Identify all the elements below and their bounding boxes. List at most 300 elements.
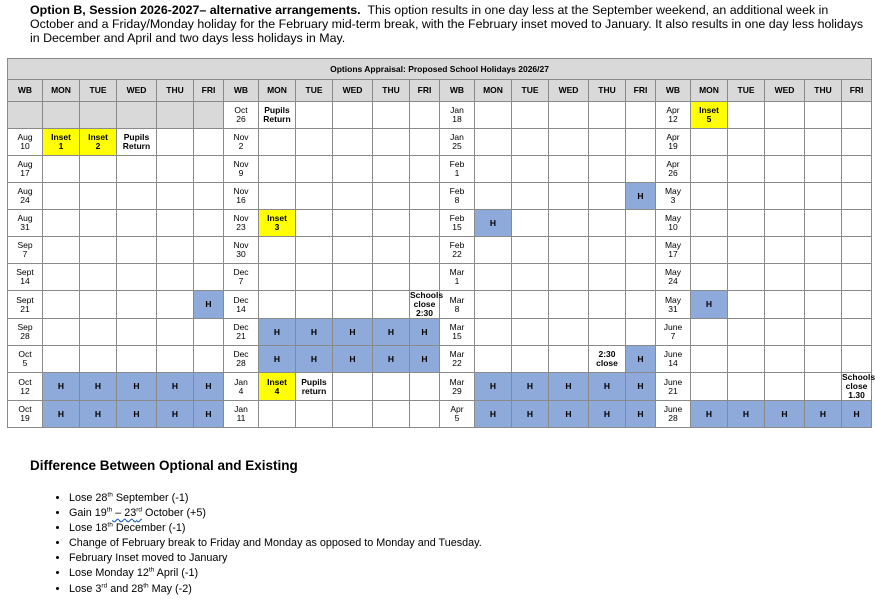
- blank-cell: [43, 102, 80, 129]
- day-cell: [194, 183, 224, 210]
- day-cell: [296, 102, 333, 129]
- day-cell: [157, 129, 194, 156]
- week-beginning-cell: Nov 23: [224, 210, 259, 237]
- holiday-cell: H: [43, 373, 80, 401]
- day-cell: [117, 264, 157, 291]
- holiday-cell: H: [333, 346, 373, 373]
- day-cell: [117, 319, 157, 346]
- day-cell: [333, 237, 373, 264]
- day-cell: [194, 264, 224, 291]
- list-item: [69, 566, 482, 581]
- blank-cell: [157, 102, 194, 129]
- day-cell: [373, 183, 410, 210]
- holiday-calendar-table: [7, 58, 875, 428]
- header-fri: FRI: [194, 80, 224, 102]
- day-cell: [842, 102, 872, 129]
- list-item-text: February Inset moved to January: [69, 552, 228, 565]
- holiday-cell: H: [259, 346, 296, 373]
- day-cell: [842, 319, 872, 346]
- week-beginning-cell: Dec 14: [224, 291, 259, 319]
- day-cell: [117, 237, 157, 264]
- holiday-cell: H: [296, 319, 333, 346]
- holiday-cell: H: [626, 183, 656, 210]
- day-cell: [549, 210, 589, 237]
- day-cell: [43, 264, 80, 291]
- day-cell: [512, 129, 549, 156]
- inset-cell: Inset 1: [43, 129, 80, 156]
- header-mon: MON: [475, 80, 512, 102]
- holiday-cell: H: [43, 401, 80, 428]
- week-beginning-cell: June 14: [656, 346, 691, 373]
- day-cell: [373, 264, 410, 291]
- header-wed: WED: [333, 80, 373, 102]
- day-cell: [80, 183, 117, 210]
- holiday-cell: H: [194, 291, 224, 319]
- table-row: [8, 102, 872, 129]
- list-item-post: September (-1): [112, 492, 189, 504]
- note-cell: Pupils Return: [117, 129, 157, 156]
- day-cell: [296, 156, 333, 183]
- holiday-cell: H: [589, 373, 626, 401]
- day-cell: [194, 156, 224, 183]
- holiday-cell: H: [194, 401, 224, 428]
- list-item: [69, 521, 482, 536]
- day-cell: [333, 210, 373, 237]
- day-cell: [43, 346, 80, 373]
- day-cell: [728, 156, 765, 183]
- day-cell: [691, 210, 728, 237]
- holiday-cell: H: [373, 346, 410, 373]
- week-beginning-cell: Feb 8: [440, 183, 475, 210]
- week-beginning-cell: Jan 18: [440, 102, 475, 129]
- day-cell: [373, 291, 410, 319]
- day-cell: [512, 319, 549, 346]
- list-item-pre: Lose Monday 12: [69, 567, 149, 580]
- day-cell: [117, 156, 157, 183]
- day-cell: [805, 156, 842, 183]
- day-cell: [589, 291, 626, 319]
- day-cell: [549, 129, 589, 156]
- day-cell: [157, 210, 194, 237]
- day-cell: [728, 346, 765, 373]
- day-cell: [626, 102, 656, 129]
- holiday-cell: H: [765, 401, 805, 428]
- day-cell: [589, 237, 626, 264]
- day-cell: [80, 346, 117, 373]
- table-row: [8, 156, 872, 183]
- holiday-cell: H: [333, 319, 373, 346]
- week-beginning-cell: Jan 25: [440, 129, 475, 156]
- day-cell: [259, 129, 296, 156]
- day-cell: [373, 401, 410, 428]
- day-cell: [373, 373, 410, 401]
- header-tue: TUE: [512, 80, 549, 102]
- blank-cell: [80, 102, 117, 129]
- table-row: [8, 346, 872, 373]
- week-beginning-cell: Sep 28: [8, 319, 43, 346]
- intro-title: Option B, Session 2026-2027– alternative arrangements.: [30, 3, 361, 17]
- week-beginning-cell: Sept 21: [8, 291, 43, 319]
- day-cell: [259, 156, 296, 183]
- day-cell: [373, 210, 410, 237]
- day-cell: [626, 237, 656, 264]
- day-cell: [194, 129, 224, 156]
- day-cell: [43, 156, 80, 183]
- day-cell: [296, 210, 333, 237]
- header-fri: FRI: [410, 80, 440, 102]
- week-beginning-cell: Dec 7: [224, 264, 259, 291]
- day-cell: [728, 129, 765, 156]
- week-beginning-cell: Oct 19: [8, 401, 43, 428]
- week-beginning-cell: May 10: [656, 210, 691, 237]
- day-cell: [805, 129, 842, 156]
- week-beginning-cell: Sept 14: [8, 264, 43, 291]
- day-cell: [194, 346, 224, 373]
- note-cell: Schools close 1.30: [842, 372, 875, 400]
- day-cell: [475, 129, 512, 156]
- week-beginning-cell: May 24: [656, 264, 691, 291]
- week-beginning-cell: Aug 10: [8, 129, 43, 156]
- week-beginning-cell: Jan 11: [224, 401, 259, 428]
- day-cell: [410, 237, 440, 264]
- list-item: [69, 536, 482, 551]
- week-beginning-cell: Apr 26: [656, 156, 691, 183]
- day-cell: [117, 346, 157, 373]
- day-cell: [589, 210, 626, 237]
- header-fri: FRI: [842, 80, 872, 102]
- day-cell: [333, 102, 373, 129]
- day-cell: [259, 237, 296, 264]
- day-cell: [333, 156, 373, 183]
- list-item: [69, 491, 482, 506]
- day-cell: [842, 210, 872, 237]
- holiday-cell: H: [691, 291, 728, 319]
- day-cell: [549, 156, 589, 183]
- table-row: [8, 129, 872, 156]
- day-cell: [194, 210, 224, 237]
- day-cell: [512, 183, 549, 210]
- intro-body: This option results in one day less at the September weekend, an additional week in October and a Friday/Monday holiday for the February mid-term break, with the February inset moved to January. It also results in one day less holidays in December and April and two days less holidays in May.: [30, 3, 864, 46]
- holiday-cell: H: [475, 210, 512, 237]
- week-beginning-cell: Dec 21: [224, 319, 259, 346]
- day-cell: [475, 291, 512, 319]
- list-item-post: April (-1): [154, 567, 199, 580]
- day-cell: [765, 373, 805, 401]
- day-cell: [80, 156, 117, 183]
- day-cell: [117, 291, 157, 319]
- day-cell: [691, 319, 728, 346]
- day-cell: [43, 319, 80, 346]
- day-cell: [589, 183, 626, 210]
- table-title-row: [8, 59, 872, 80]
- day-cell: [410, 210, 440, 237]
- day-cell: [296, 401, 333, 428]
- day-cell: [475, 237, 512, 264]
- header-mon: MON: [43, 80, 80, 102]
- day-cell: [691, 346, 728, 373]
- day-cell: [512, 102, 549, 129]
- day-cell: [410, 129, 440, 156]
- header-tue: TUE: [80, 80, 117, 102]
- header-thu: THU: [373, 80, 410, 102]
- week-beginning-cell: Aug 31: [8, 210, 43, 237]
- header-wed: WED: [549, 80, 589, 102]
- table-row: [8, 183, 872, 210]
- day-cell: [765, 102, 805, 129]
- day-cell: [410, 102, 440, 129]
- list-item-post: October (+5): [142, 507, 206, 520]
- week-beginning-cell: Apr 19: [656, 129, 691, 156]
- day-cell: [765, 156, 805, 183]
- day-cell: [805, 264, 842, 291]
- list-item-pre: Gain 19: [69, 507, 107, 520]
- list-item-pre: Lose 3: [69, 582, 102, 595]
- day-cell: [805, 183, 842, 210]
- day-cell: [512, 291, 549, 319]
- day-cell: [157, 156, 194, 183]
- day-cell: [765, 237, 805, 264]
- week-beginning-cell: Feb 15: [440, 210, 475, 237]
- header-tue: TUE: [296, 80, 333, 102]
- day-cell: [410, 183, 440, 210]
- day-cell: [728, 264, 765, 291]
- day-cell: [80, 264, 117, 291]
- week-beginning-cell: Mar 8: [440, 291, 475, 319]
- holiday-cell: H: [549, 401, 589, 428]
- day-cell: [549, 346, 589, 373]
- day-cell: [296, 183, 333, 210]
- day-cell: [410, 401, 440, 428]
- week-beginning-cell: Mar 22: [440, 346, 475, 373]
- day-cell: [626, 129, 656, 156]
- table-row: [8, 291, 872, 319]
- header-wb: WB: [656, 80, 691, 102]
- holiday-cell: H: [157, 401, 194, 428]
- holiday-cell: H: [410, 346, 440, 373]
- holiday-cell: H: [259, 319, 296, 346]
- day-cell: [728, 319, 765, 346]
- day-cell: [589, 156, 626, 183]
- day-cell: [259, 291, 296, 319]
- holiday-cell: H: [117, 373, 157, 401]
- day-cell: [626, 291, 656, 319]
- day-cell: [728, 183, 765, 210]
- day-cell: [475, 183, 512, 210]
- holiday-cell: H: [691, 401, 728, 428]
- list-item-sup: th: [107, 491, 113, 499]
- day-cell: [842, 264, 872, 291]
- day-cell: [475, 264, 512, 291]
- table-row: [8, 401, 872, 428]
- day-cell: [80, 291, 117, 319]
- day-cell: [259, 401, 296, 428]
- day-cell: [765, 291, 805, 319]
- holiday-cell: H: [117, 401, 157, 428]
- table-row: [8, 319, 872, 346]
- header-thu: THU: [157, 80, 194, 102]
- day-cell: [549, 291, 589, 319]
- week-beginning-cell: Aug 17: [8, 156, 43, 183]
- week-beginning-cell: June 21: [656, 373, 691, 401]
- day-cell: [410, 264, 440, 291]
- table-row: [8, 373, 872, 401]
- day-cell: [728, 373, 765, 401]
- list-item-pre: Lose 28: [69, 492, 108, 504]
- day-cell: [549, 183, 589, 210]
- list-item: [69, 551, 482, 566]
- day-cell: [691, 183, 728, 210]
- day-cell: [728, 102, 765, 129]
- inset-cell: Inset 5: [691, 102, 728, 129]
- list-item-sup: th: [148, 566, 155, 574]
- week-beginning-cell: Mar 29: [440, 373, 475, 401]
- header-mon: MON: [259, 80, 296, 102]
- day-cell: [259, 264, 296, 291]
- day-cell: [333, 291, 373, 319]
- day-cell: [333, 264, 373, 291]
- day-cell: [728, 210, 765, 237]
- header-fri: FRI: [626, 80, 656, 102]
- list-item-sup2: rd: [136, 506, 143, 514]
- inset-cell: Inset 2: [80, 129, 117, 156]
- week-beginning-cell: Nov 2: [224, 129, 259, 156]
- header-tue: TUE: [728, 80, 765, 102]
- day-cell: [691, 237, 728, 264]
- day-cell: [296, 129, 333, 156]
- day-cell: [194, 237, 224, 264]
- day-cell: [117, 210, 157, 237]
- blank-cell: [8, 102, 43, 129]
- holiday-cell: H: [194, 373, 224, 401]
- day-cell: [691, 373, 728, 401]
- day-cell: [410, 156, 440, 183]
- day-cell: [805, 346, 842, 373]
- week-beginning-cell: May 31: [656, 291, 691, 319]
- holiday-cell: H: [80, 373, 117, 401]
- holiday-cell: H: [842, 401, 872, 428]
- day-cell: [80, 319, 117, 346]
- day-cell: [157, 264, 194, 291]
- day-cell: [475, 346, 512, 373]
- list-item-pre: Lose 18: [69, 522, 108, 535]
- holiday-cell: H: [475, 373, 512, 401]
- note-cell: Pupils return: [296, 373, 333, 401]
- holiday-cell: H: [512, 401, 549, 428]
- difference-list: [47, 491, 482, 597]
- list-item: [69, 506, 482, 521]
- day-cell: [842, 129, 872, 156]
- week-beginning-cell: Feb 22: [440, 237, 475, 264]
- list-item-sup: rd: [101, 581, 108, 589]
- header-wb: WB: [440, 80, 475, 102]
- gain-date-range: [112, 507, 142, 519]
- day-cell: [43, 237, 80, 264]
- day-cell: [194, 319, 224, 346]
- list-item: [69, 582, 482, 597]
- week-beginning-cell: Aug 24: [8, 183, 43, 210]
- day-cell: [691, 129, 728, 156]
- header-thu: THU: [589, 80, 626, 102]
- day-cell: [842, 183, 872, 210]
- week-beginning-cell: Apr 5: [440, 401, 475, 428]
- blank-cell: [117, 102, 157, 129]
- list-item-sup2: th: [143, 581, 149, 589]
- day-cell: [475, 156, 512, 183]
- day-cell: [589, 264, 626, 291]
- week-beginning-cell: Sep 7: [8, 237, 43, 264]
- holiday-cell: H: [805, 401, 842, 428]
- table-row: [8, 264, 872, 291]
- holiday-cell: H: [410, 319, 440, 346]
- holiday-cell: H: [80, 401, 117, 428]
- day-cell: [373, 129, 410, 156]
- week-beginning-cell: Oct 5: [8, 346, 43, 373]
- day-cell: [765, 346, 805, 373]
- day-cell: [157, 237, 194, 264]
- day-cell: [43, 183, 80, 210]
- week-beginning-cell: May 3: [656, 183, 691, 210]
- day-cell: [728, 291, 765, 319]
- day-cell: [512, 346, 549, 373]
- table-header-row: [8, 80, 872, 102]
- header-wb: WB: [8, 80, 43, 102]
- day-cell: [549, 319, 589, 346]
- table-row: [8, 237, 872, 264]
- day-cell: [333, 129, 373, 156]
- holiday-cell: H: [626, 401, 656, 428]
- holiday-cell: H: [626, 346, 656, 373]
- table-row: [8, 210, 872, 237]
- week-beginning-cell: Nov 30: [224, 237, 259, 264]
- week-beginning-cell: Oct 26: [224, 102, 259, 129]
- list-item-post: December (-1): [112, 522, 186, 535]
- week-beginning-cell: June 28: [656, 401, 691, 428]
- week-beginning-cell: Apr 12: [656, 102, 691, 129]
- day-cell: [80, 237, 117, 264]
- holiday-cell: H: [626, 373, 656, 401]
- day-cell: [117, 183, 157, 210]
- day-cell: [296, 237, 333, 264]
- note-cell: 2:30 close: [589, 346, 626, 373]
- day-cell: [333, 183, 373, 210]
- day-cell: [512, 237, 549, 264]
- day-cell: [805, 210, 842, 237]
- day-cell: [410, 373, 440, 401]
- difference-heading: Difference Between Optional and Existing: [30, 458, 298, 473]
- header-thu: THU: [805, 80, 842, 102]
- week-beginning-cell: Mar 1: [440, 264, 475, 291]
- day-cell: [626, 319, 656, 346]
- day-cell: [765, 210, 805, 237]
- header-wed: WED: [117, 80, 157, 102]
- week-beginning-cell: Nov 9: [224, 156, 259, 183]
- day-cell: [43, 210, 80, 237]
- table-title: Options Appraisal: Proposed School Holidays 2026/27: [8, 59, 872, 80]
- list-item-sup: th: [107, 521, 113, 529]
- day-cell: [333, 373, 373, 401]
- header-wed: WED: [765, 80, 805, 102]
- intro-paragraph: [30, 3, 865, 46]
- day-cell: [296, 291, 333, 319]
- day-cell: [765, 319, 805, 346]
- day-cell: [512, 156, 549, 183]
- day-cell: [259, 183, 296, 210]
- day-cell: [691, 156, 728, 183]
- list-item-text: Change of February break to Friday and Monday as opposed to Monday and Tuesday.: [69, 537, 482, 550]
- holiday-cell: H: [512, 373, 549, 401]
- blank-cell: [194, 102, 224, 129]
- week-beginning-cell: Nov 16: [224, 183, 259, 210]
